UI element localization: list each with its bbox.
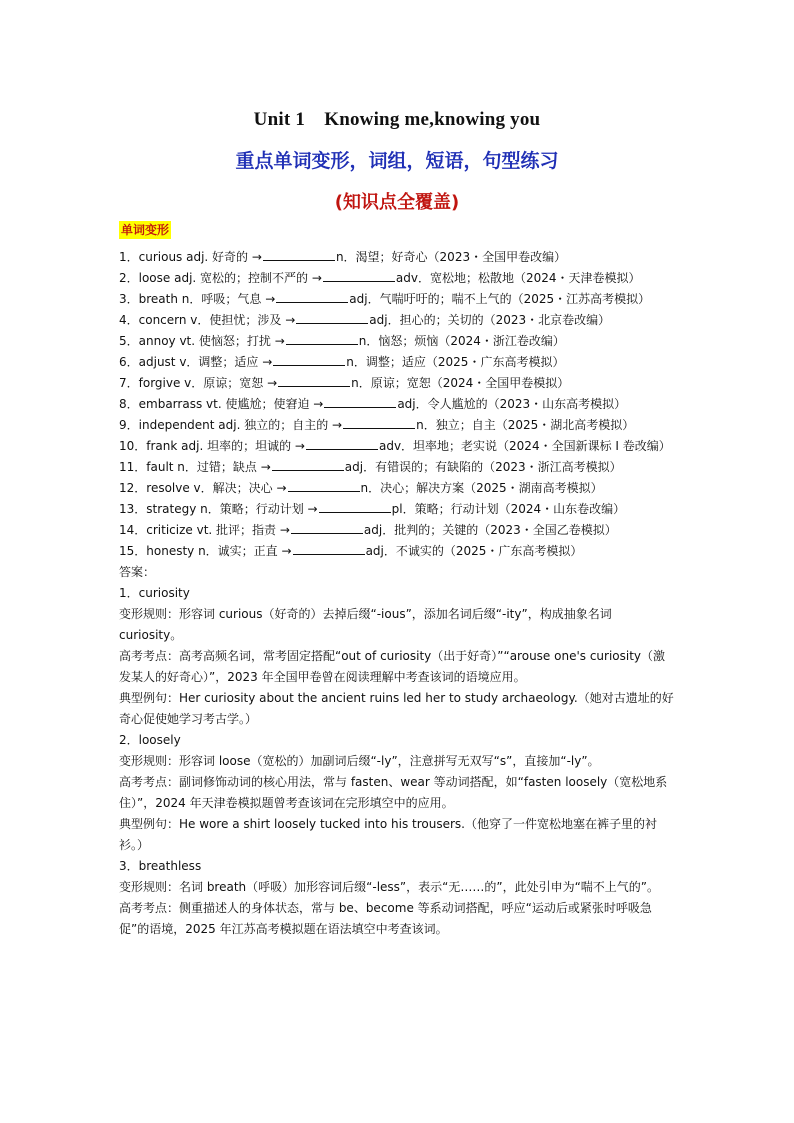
answer-blank xyxy=(296,312,368,324)
exercise-item xyxy=(119,247,677,268)
answer-line: 变形规则：名词 breath（呼吸）加形容词后缀“-less”，表示“无……的”，此处引申为“喘不上气的”。 xyxy=(119,880,660,894)
exercise-prompt: 8．embarrass vt. 使尴尬；使窘迫 → xyxy=(119,397,324,411)
answer-line: 典型例句：He wore a shirt loosely tucked into his trousers.（他穿了一件宽松地塞在裤子里的衬衫。） xyxy=(119,817,657,852)
answer-blank xyxy=(273,354,345,366)
exercise-prompt: 4．concern v．使担忧；涉及 → xyxy=(119,313,296,327)
answer-line: 1．curiosity xyxy=(119,586,190,600)
section-label: 单词变形 xyxy=(121,223,170,237)
exercise-prompt: 3．breath n．呼吸；气息 → xyxy=(119,292,276,306)
answer-line: 高考考点：侧重描述人的身体状态，常与 be、become 等系动词搭配，呼应“运动后或紧张时呼吸急促”的语境，2025 年江苏高考模拟题在语法填空中考查该词。 xyxy=(119,901,652,936)
exercise-hint: n．原谅；宽恕（2024・全国甲卷模拟） xyxy=(351,376,570,390)
exercise-item xyxy=(119,436,677,457)
exercise-hint: adj．有错误的；有缺陷的（2023・浙江高考模拟） xyxy=(344,460,622,474)
answer-blank xyxy=(343,417,415,429)
answer-blank xyxy=(278,375,350,387)
exercise-item xyxy=(119,499,677,520)
answer-line: 高考考点：高考高频名词，常考固定搭配“out of curiosity（出于好奇）”“arouse one's curiosity（激发某人的好奇心）”，2023 年全国甲卷曾在阅读理解中考查该词的语境应用。 xyxy=(119,649,666,684)
exercise-item xyxy=(119,478,677,499)
answer-line: 高考考点：副词修饰动词的核心用法，常与 fasten、wear 等动词搭配，如“fasten loosely（宽松地系住）”，2024 年天津卷模拟题曾考查该词在完形填空中的应用。 xyxy=(119,775,668,810)
exercise-hint: n．独立；自主（2025・湖北高考模拟） xyxy=(416,418,635,432)
exercise-hint: adv．宽松地；松散地（2024・天津卷模拟） xyxy=(395,271,641,285)
exercise-item xyxy=(119,352,677,373)
answer-blank xyxy=(288,480,360,492)
exercise-prompt: 2．loose adj. 宽松的；控制不严的 → xyxy=(119,271,322,285)
exercise-item xyxy=(119,331,677,352)
answer-line: 典型例句：Her curiosity about the ancient ruins led her to study archaeology.（她对古遗址的好奇心促使她学习考古学。） xyxy=(119,691,674,726)
answer-blank xyxy=(286,333,358,345)
exercise-hint: n．决心；解决方案（2025・湖南高考模拟） xyxy=(360,481,603,495)
exercise-item xyxy=(119,541,677,562)
answer-blank xyxy=(324,396,396,408)
coverage-note: (知识点全覆盖) xyxy=(334,192,460,213)
exercise-hint: n．恼怒；烦恼（2024・浙江卷改编） xyxy=(358,334,565,348)
exercise-prompt: 9．independent adj. 独立的；自主的 → xyxy=(119,418,343,432)
exercise-hint: adj．令人尴尬的（2023・山东高考模拟） xyxy=(397,397,627,411)
exercise-hint: adv．坦率地；老实说（2024・全国新课标 I 卷改编） xyxy=(378,439,671,453)
exercise-item xyxy=(119,394,677,415)
exercise-item xyxy=(119,289,677,310)
exercise-item xyxy=(119,268,677,289)
exercise-item xyxy=(119,415,677,436)
page-title: Unit 1 Knowing me,knowing you xyxy=(253,109,541,130)
exercise-item xyxy=(119,457,677,478)
exercise-hint: n．渴望；好奇心（2023・全国甲卷改编） xyxy=(335,250,567,264)
exercise-prompt: 5．annoy vt. 使恼怒；打扰 → xyxy=(119,334,285,348)
exercise-prompt: 11．fault n．过错；缺点 → xyxy=(119,460,271,474)
answer-line: 变形规则：形容词 loose（宽松的）加副词后缀“-ly”，注意拼写无双写“s”，直接加“-ly”。 xyxy=(119,754,600,768)
exercise-prompt: 13．strategy n．策略；行动计划 → xyxy=(119,502,318,516)
exercise-prompt: 10．frank adj. 坦率的；坦诚的 → xyxy=(119,439,305,453)
exercise-item xyxy=(119,310,677,331)
exercise-hint: adj．批判的；关键的（2023・全国乙卷模拟） xyxy=(363,523,617,537)
answers-label: 答案： xyxy=(119,565,156,579)
answer-blank xyxy=(323,270,395,282)
answer-blank xyxy=(306,438,378,450)
page-subtitle: 重点单词变形，词组，短语，句型练习 xyxy=(235,150,559,172)
answer-line: 变形规则：形容词 curious（好奇的）去掉后缀“-ious”，添加名词后缀“-ity”，构成抽象名词 curiosity。 xyxy=(119,607,612,642)
answer-blank xyxy=(272,459,344,471)
answer-blank xyxy=(293,543,365,555)
answer-line: 2．loosely xyxy=(119,733,181,747)
exercise-prompt: 6．adjust v．调整；适应 → xyxy=(119,355,273,369)
answer-blank xyxy=(263,249,335,261)
exercise-hint: n．调整；适应（2025・广东高考模拟） xyxy=(346,355,565,369)
answer-blank xyxy=(291,522,363,534)
exercise-prompt: 12．resolve v．解决；决心 → xyxy=(119,481,287,495)
answer-blank xyxy=(276,291,348,303)
exercise-hint: adj．担心的；关切的（2023・北京卷改编） xyxy=(369,313,611,327)
exercise-prompt: 1．curious adj. 好奇的 → xyxy=(119,250,262,264)
answer-blank xyxy=(319,501,391,513)
exercise-hint: pl．策略；行动计划（2024・山东卷改编） xyxy=(391,502,626,516)
exercise-item xyxy=(119,520,677,541)
exercise-item xyxy=(119,373,677,394)
exercise-prompt: 15．honesty n．诚实；正直 → xyxy=(119,544,292,558)
exercise-hint: adj．气喘吁吁的；喘不上气的（2025・江苏高考模拟） xyxy=(349,292,651,306)
exercise-hint: adj．不诚实的（2025・广东高考模拟） xyxy=(365,544,583,558)
answer-line: 3．breathless xyxy=(119,859,202,873)
exercise-prompt: 7．forgive v．原谅；宽恕 → xyxy=(119,376,278,390)
exercise-prompt: 14．criticize vt. 批评；指责 → xyxy=(119,523,290,537)
exercise-content xyxy=(119,247,677,940)
